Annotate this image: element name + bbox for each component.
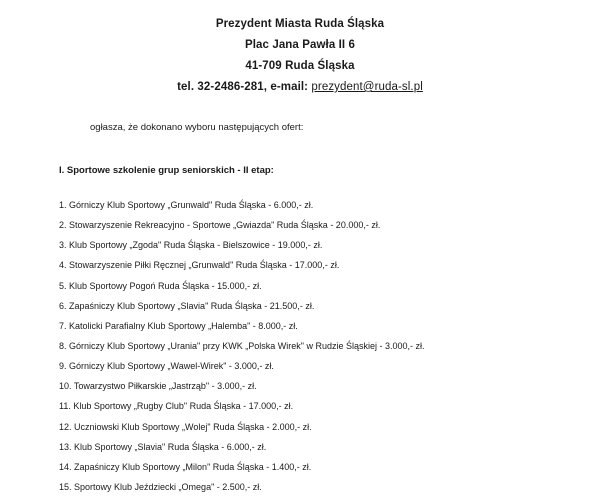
list-item: 8. Górniczy Klub Sportowy „Urania" przy KWK „Polska Wirek" w Rudzie Śląskiej - 3.000,- zł. xyxy=(59,340,425,351)
letterhead-title: Prezydent Miasta Ruda Śląska xyxy=(215,18,385,30)
list-item: 4. Stowarzyszenie Piłki Ręcznej „Grunwald" Ruda Śląska - 17.000,- zł. xyxy=(59,260,340,271)
list-item: 10. Towarzystwo Piłkarskie „Jastrząb" - 3.000,- zł. xyxy=(59,381,257,392)
list-item: 14. Zapaśniczy Klub Sportowy „Milon" Ruda Śląska - 1.400,- zł. xyxy=(59,461,312,472)
letterhead-contact xyxy=(0,77,600,98)
list-item: 9. Górniczy Klub Sportowy „Wawel-Wirek" - 3.000,- zł. xyxy=(59,361,274,372)
list-item: 3. Klub Sportowy „Zgoda" Ruda Śląska - Bielszowice - 19.000,- zł. xyxy=(59,240,323,251)
letterhead xyxy=(0,14,600,98)
list-item: 7. Katolicki Parafialny Klub Sportowy „Halemba" - 8.000,- zł. xyxy=(59,320,298,331)
list-item: 1. Górniczy Klub Sportowy „Grunwald" Ruda Śląska - 6.000,- zł. xyxy=(59,200,314,210)
section-title: I. Sportowe szkolenie grup seniorskich - II etap: xyxy=(59,165,274,176)
offers-list xyxy=(59,198,425,500)
list-item: 2. Stowarzyszenie Rekreacyjno - Sportowe „Gwiazda" Ruda Śląska - 20.000,- zł. xyxy=(59,220,381,231)
email-link[interactable]: prezydent@ruda-sl.pl xyxy=(311,81,423,93)
list-item: 13. Klub Sportowy „Slavia" Ruda Śląska - 6.000,- zł. xyxy=(59,441,267,452)
intro-text: ogłasza, że dokonano wyboru następujących ofert: xyxy=(90,122,304,133)
list-item: 12. Uczniowski Klub Sportowy „Wolej" Ruda Śląska - 2.000,- zł. xyxy=(59,421,312,432)
letterhead-city: 41-709 Ruda Śląska xyxy=(245,60,355,72)
list-item: 15. Sportowy Klub Jeździecki „Omega" - 2.500,- zł. xyxy=(59,481,262,492)
list-item: 11. Klub Sportowy „Rugby Club" Ruda Śląska - 17.000,- zł. xyxy=(59,401,294,412)
list-item: 6. Zapaśniczy Klub Sportowy „Slavia" Ruda Śląska - 21.500,- zł. xyxy=(59,300,315,311)
phone-text: tel. 32-2486-281, e-mail: xyxy=(177,81,312,93)
list-item: 5. Klub Sportowy Pogoń Ruda Śląska - 15.000,- zł. xyxy=(59,280,262,291)
letterhead-street: Plac Jana Pawła II 6 xyxy=(244,39,356,51)
